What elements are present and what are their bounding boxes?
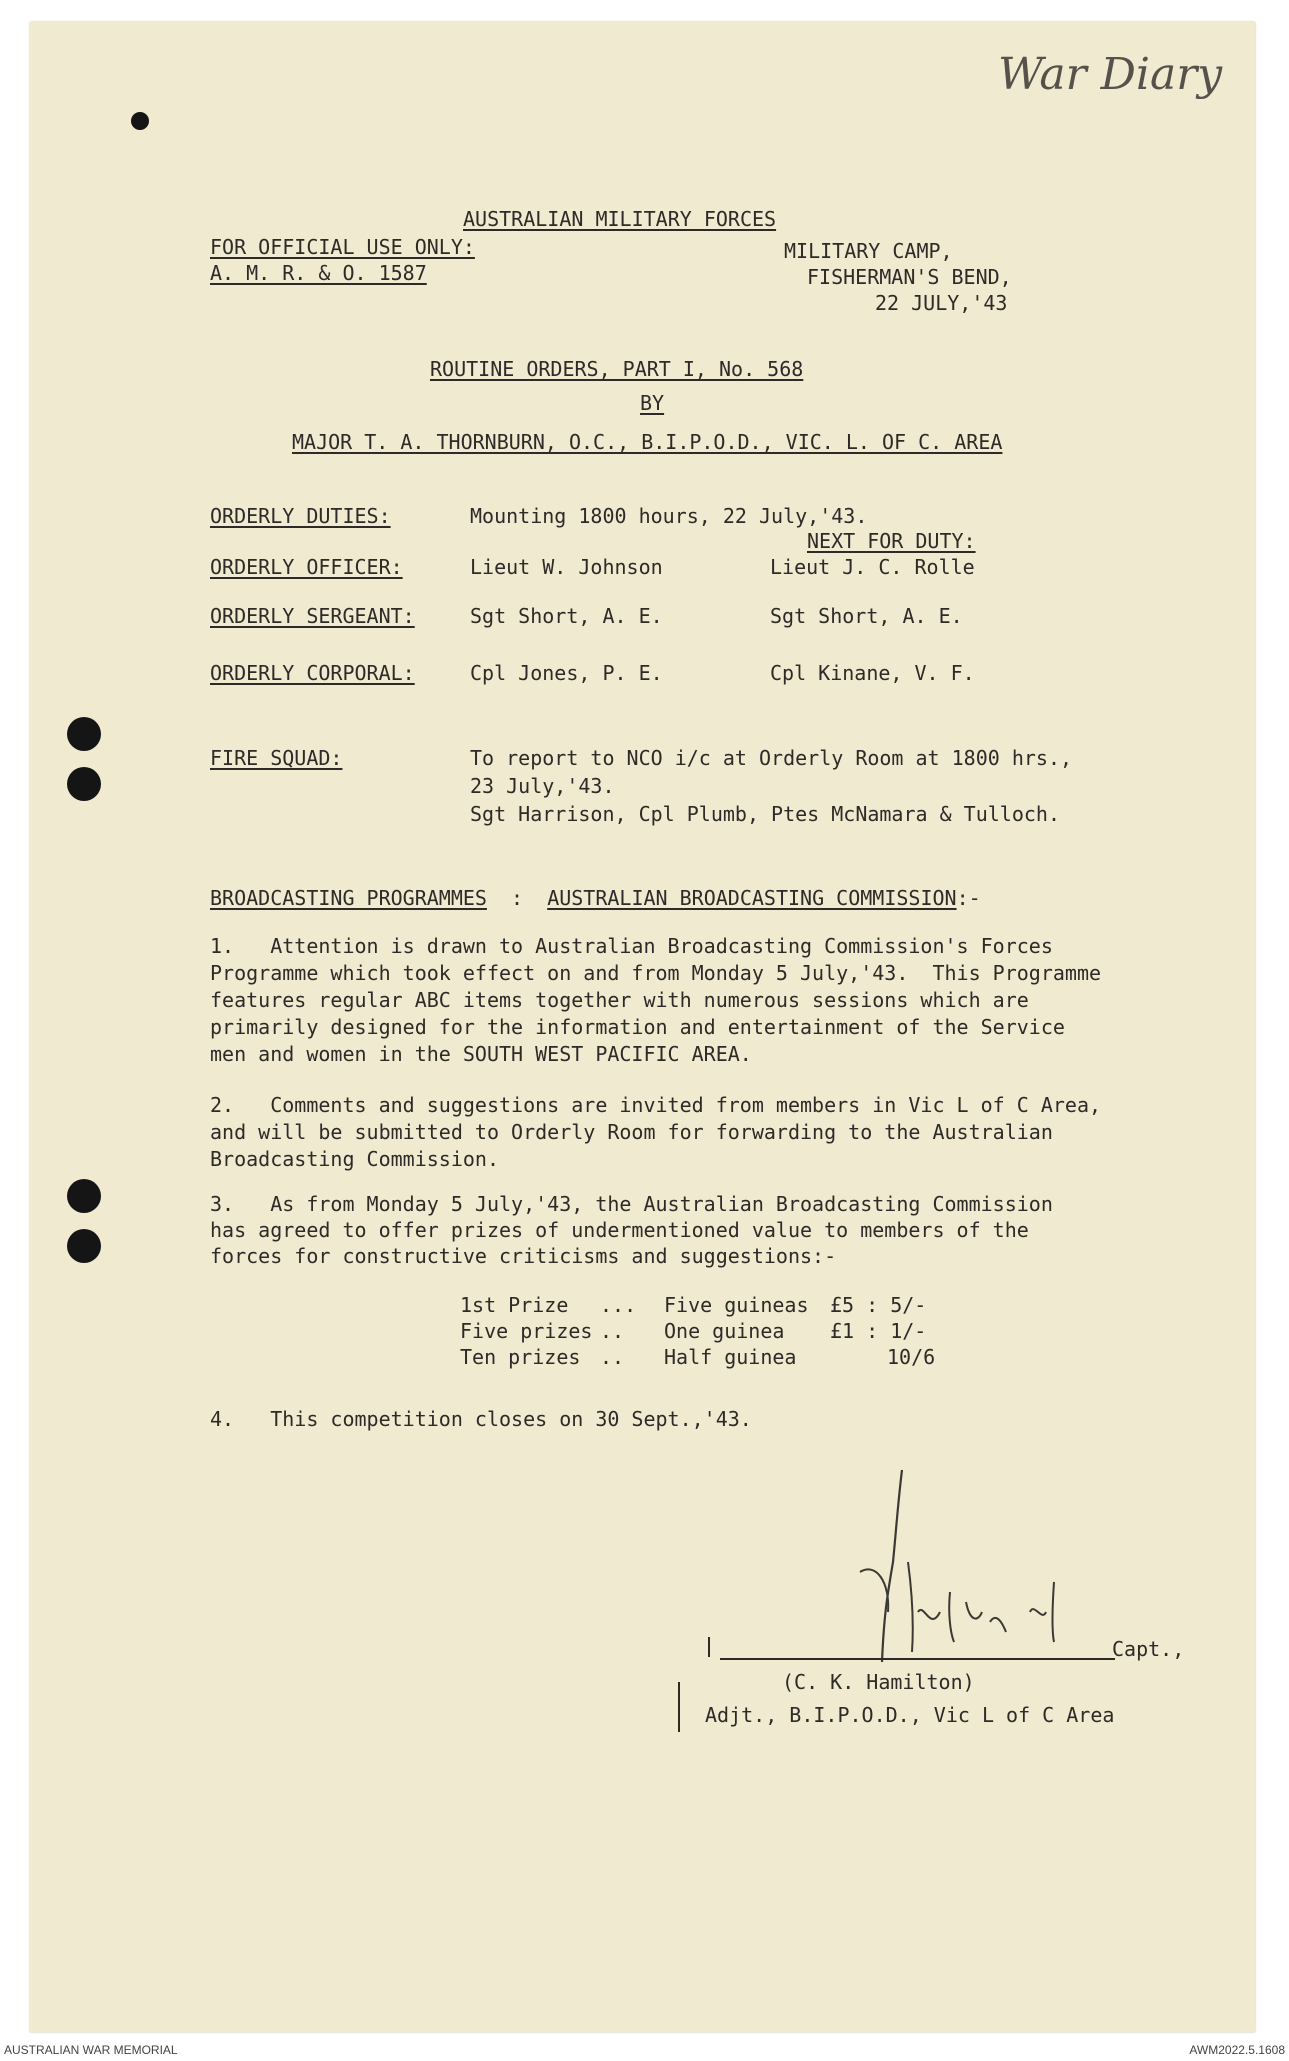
punch-hole-top bbox=[131, 112, 149, 130]
prize-dots-1: ... bbox=[600, 1293, 637, 1317]
location-line-2: FISHERMAN'S BEND, bbox=[807, 265, 1012, 289]
signature-title: Adjt., B.I.P.O.D., Vic L of C Area bbox=[705, 1703, 1115, 1727]
prize-desc-1: Five guineas bbox=[664, 1293, 809, 1317]
binder-hole-4 bbox=[67, 1229, 101, 1263]
orderly-duties-label: ORDERLY DUTIES: bbox=[210, 504, 391, 528]
header-date: 22 JULY,'43 bbox=[875, 291, 1008, 315]
signature-rank: Capt., bbox=[1112, 1637, 1185, 1661]
broadcasting-heading-left: BROADCASTING PROGRAMMES bbox=[210, 886, 487, 910]
orderly-officer-next: Lieut J. C. Rolle bbox=[770, 555, 975, 579]
orders-issuer: MAJOR T. A. THORNBURN, O.C., B.I.P.O.D., VIC. L. OF C. AREA bbox=[292, 430, 1003, 454]
prize-amount-2: £1 : 1/- bbox=[830, 1319, 927, 1343]
prize-name-3: Ten prizes bbox=[460, 1345, 581, 1369]
official-use-label: FOR OFFICIAL USE ONLY: bbox=[210, 235, 475, 259]
para1-line-5: men and women in the SOUTH WEST PACIFIC AREA. bbox=[210, 1042, 752, 1066]
mounting-text: Mounting 1800 hours, 22 July,'43. bbox=[470, 504, 868, 528]
orderly-officer-current: Lieut W. Johnson bbox=[470, 555, 663, 579]
para1-line-1: 1. Attention is drawn to Australian Broadcasting Commission's Forces bbox=[210, 934, 1053, 958]
broadcasting-heading-right: AUSTRALIAN BROADCASTING COMMISSION bbox=[547, 886, 957, 910]
fire-squad-label: FIRE SQUAD: bbox=[210, 746, 343, 770]
footer-left: AUSTRALIAN WAR MEMORIAL bbox=[4, 2043, 178, 2057]
document-page bbox=[30, 22, 1255, 2032]
broadcasting-heading-sep: : bbox=[511, 886, 524, 910]
orders-heading: ROUTINE ORDERS, PART I, No. 568 bbox=[430, 357, 804, 381]
header-title: AUSTRALIAN MILITARY FORCES bbox=[463, 207, 777, 231]
para3-line-3: forces for constructive criticisms and suggestions:- bbox=[210, 1244, 837, 1268]
orderly-sergeant-current: Sgt Short, A. E. bbox=[470, 604, 663, 628]
para4: 4. This competition closes on 30 Sept.,'43. bbox=[210, 1407, 752, 1431]
orderly-corporal-next: Cpl Kinane, V. F. bbox=[770, 661, 975, 685]
signature-line bbox=[720, 1658, 1115, 1660]
orderly-officer-label: ORDERLY OFFICER: bbox=[210, 555, 403, 579]
binder-hole-2 bbox=[67, 767, 101, 801]
orders-by: BY bbox=[640, 391, 665, 415]
prize-name-1: 1st Prize bbox=[460, 1293, 569, 1317]
signature-name: (C. K. Hamilton) bbox=[782, 1670, 975, 1694]
reference-number: A. M. R. & O. 1587 bbox=[210, 261, 427, 285]
location-line-1: MILITARY CAMP, bbox=[784, 239, 953, 263]
fire-squad-line-1: To report to NCO i/c at Orderly Room at 1800 hrs., bbox=[470, 746, 1073, 770]
prize-dots-2: .. bbox=[600, 1319, 625, 1343]
orderly-corporal-label: ORDERLY CORPORAL: bbox=[210, 661, 415, 685]
prize-amount-1: £5 : 5/- bbox=[830, 1293, 927, 1317]
next-for-duty-heading: NEXT FOR DUTY: bbox=[807, 529, 976, 553]
para2-line-2: and will be submitted to Orderly Room for forwarding to the Australian bbox=[210, 1120, 1053, 1144]
prize-name-2: Five prizes bbox=[460, 1319, 593, 1343]
broadcasting-heading bbox=[210, 885, 981, 911]
footer-right: AWM2022.5.1608 bbox=[1189, 2043, 1285, 2057]
para3-line-1: 3. As from Monday 5 July,'43, the Australian Broadcasting Commission bbox=[210, 1192, 1053, 1216]
orderly-sergeant-next: Sgt Short, A. E. bbox=[770, 604, 963, 628]
fire-squad-line-3: Sgt Harrison, Cpl Plumb, Ptes McNamara & Tulloch. bbox=[470, 802, 1061, 826]
handwritten-note: War Diary bbox=[998, 49, 1223, 100]
prize-desc-2: One guinea bbox=[664, 1319, 785, 1343]
fire-squad-line-2: 23 July,'43. bbox=[470, 774, 615, 798]
binder-hole-3 bbox=[67, 1179, 101, 1213]
binder-hole-1 bbox=[67, 717, 101, 751]
signature-scribble bbox=[790, 1462, 1110, 1672]
prize-desc-3: Half guinea bbox=[664, 1345, 797, 1369]
para1-line-4: primarily designed for the information and entertainment of the Service bbox=[210, 1015, 1065, 1039]
broadcasting-heading-tail: :- bbox=[956, 886, 981, 910]
para2-line-1: 2. Comments and suggestions are invited from members in Vic L of C Area, bbox=[210, 1093, 1102, 1117]
signature-tick bbox=[708, 1637, 710, 1657]
orderly-corporal-current: Cpl Jones, P. E. bbox=[470, 661, 663, 685]
para2-line-3: Broadcasting Commission. bbox=[210, 1147, 499, 1171]
orderly-sergeant-label: ORDERLY SERGEANT: bbox=[210, 604, 415, 628]
para3-line-2: has agreed to offer prizes of undermentioned value to members of the bbox=[210, 1218, 1029, 1242]
prize-dots-3: .. bbox=[600, 1345, 625, 1369]
para1-line-2: Programme which took effect on and from Monday 5 July,'43. This Programme bbox=[210, 961, 1102, 985]
prize-amount-3: 10/6 bbox=[887, 1345, 936, 1369]
para1-line-3: features regular ABC items together with numerous sessions which are bbox=[210, 988, 1029, 1012]
signature-bar bbox=[678, 1682, 680, 1732]
